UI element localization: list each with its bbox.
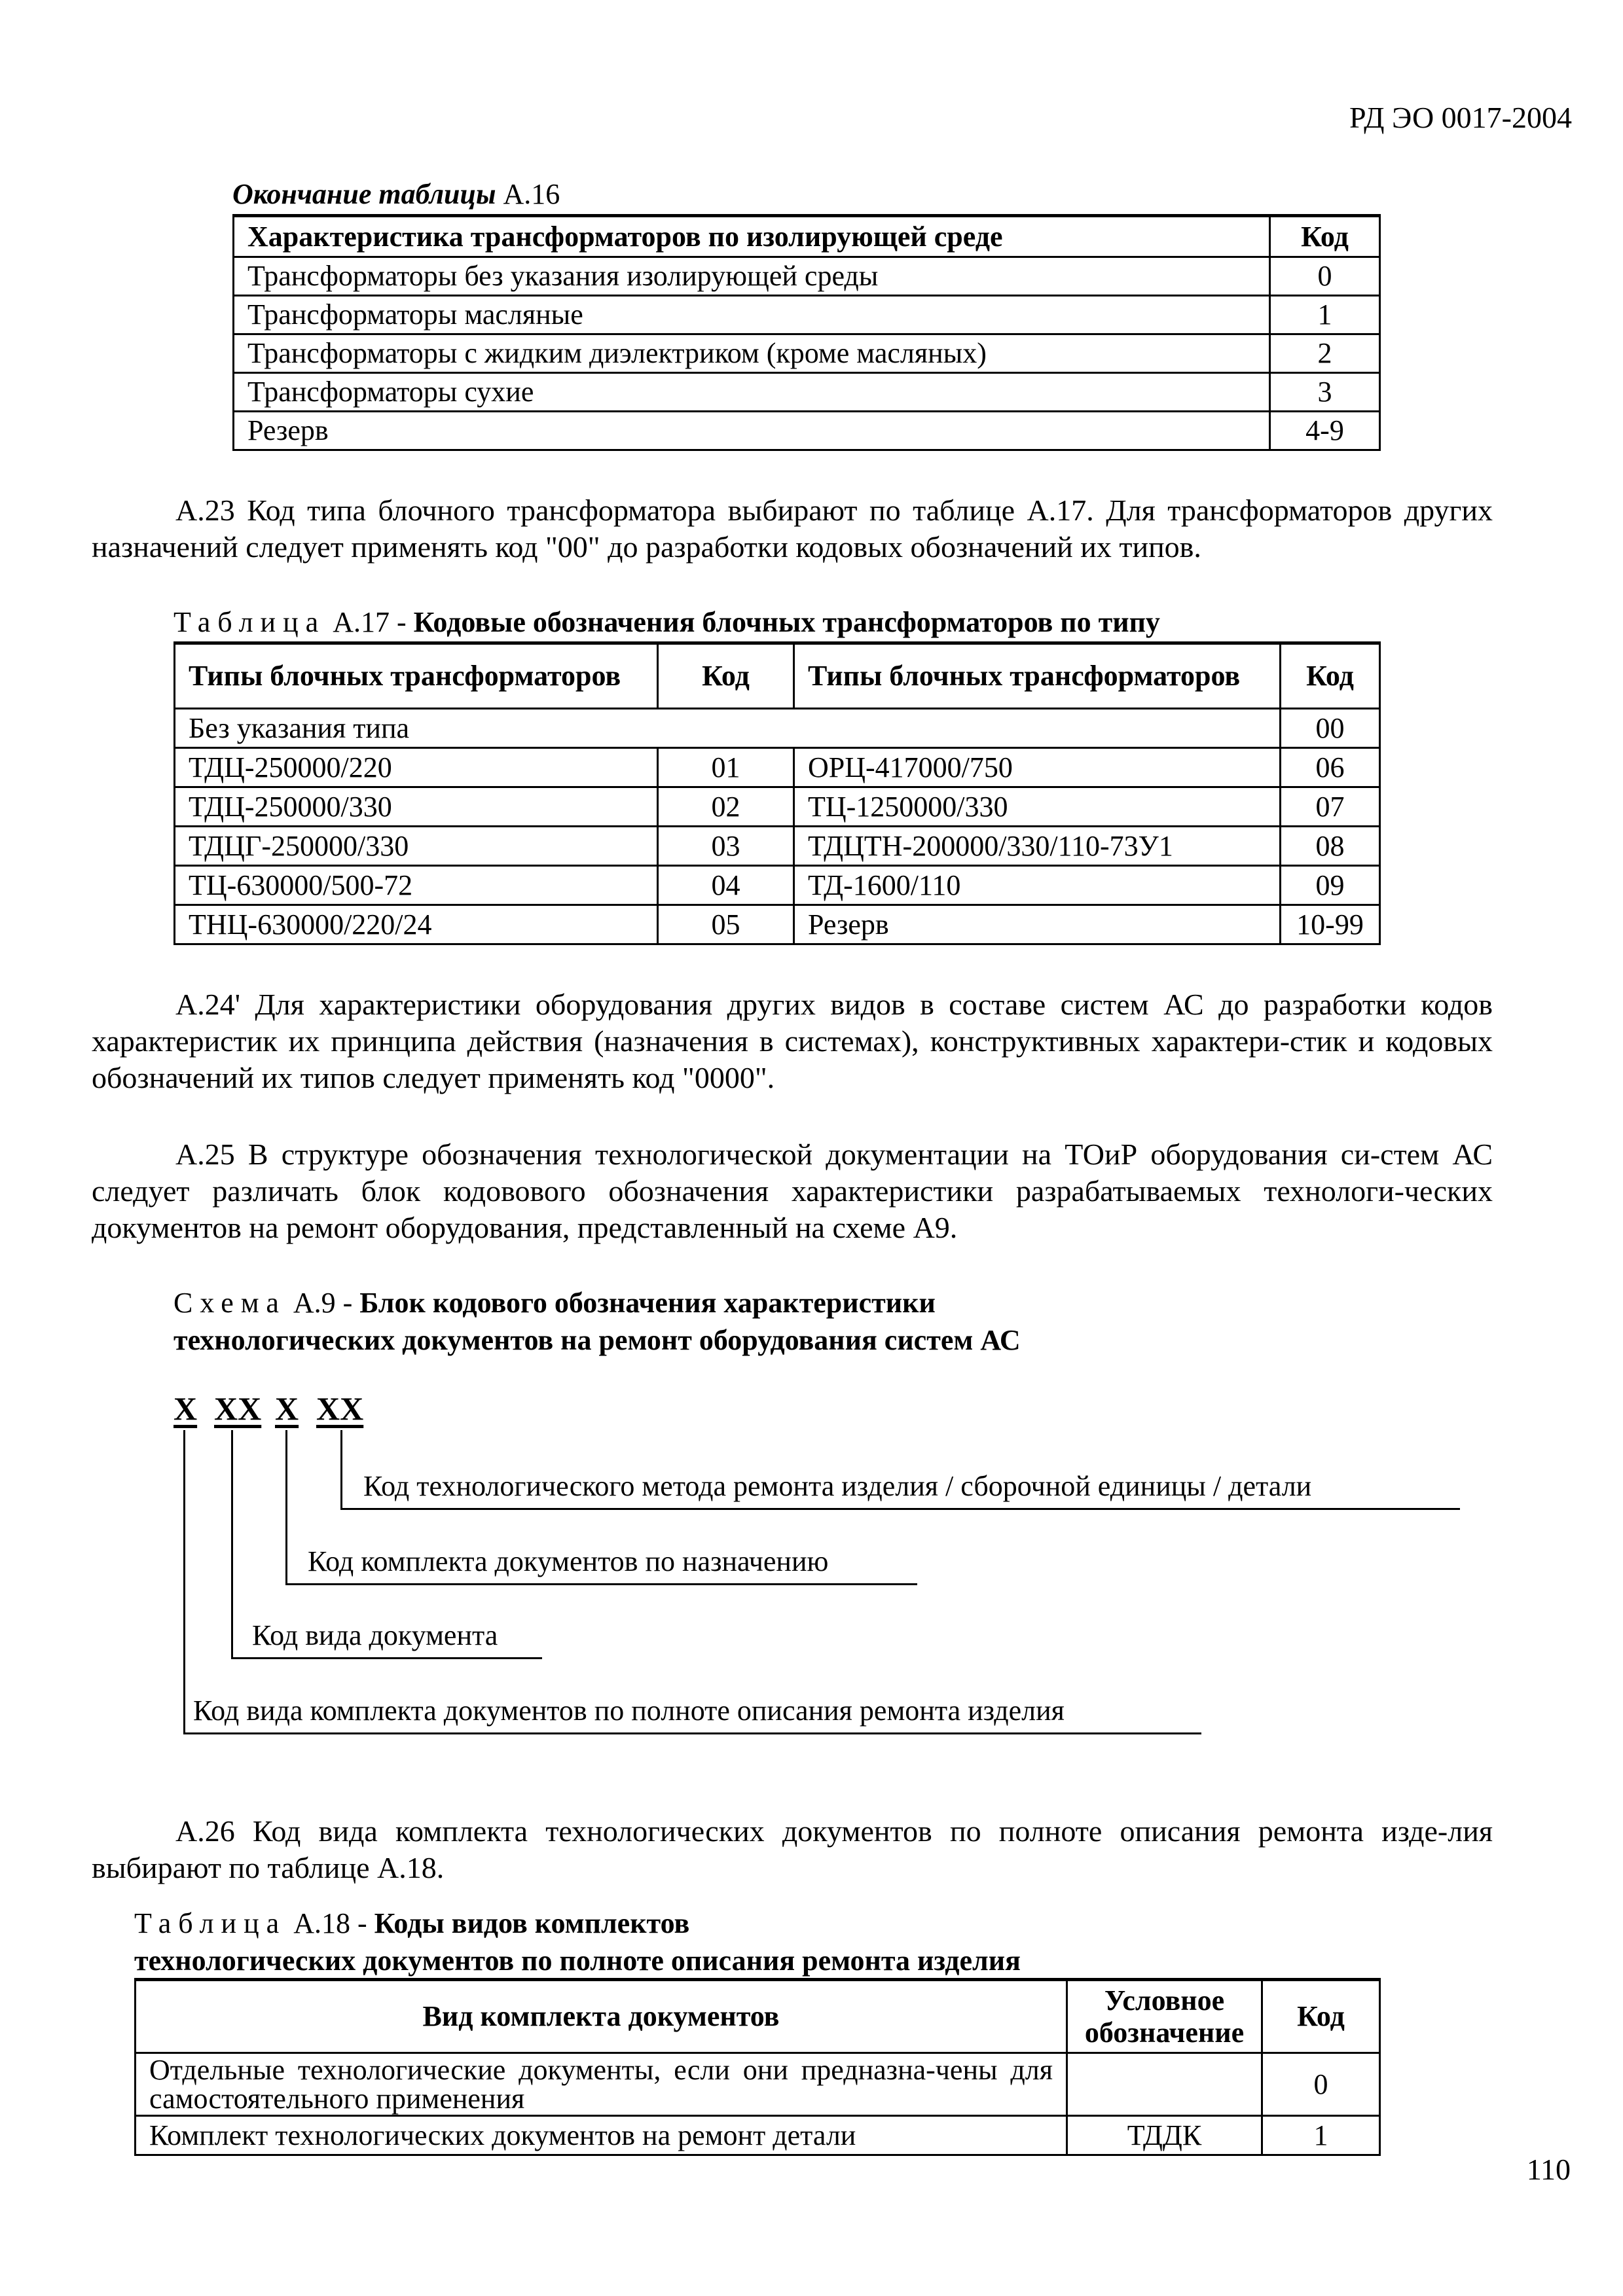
paragraph-a26: А.26 Код вида комплекта технологических документов по полноте описания ремонта изде-лия выбирают по таблице А.18.	[92, 1814, 1493, 1885]
table-cell: 07	[1281, 787, 1380, 827]
table-row	[136, 2116, 1380, 2155]
table-row	[136, 2053, 1380, 2116]
caption-number: А.17 -	[325, 606, 414, 638]
table-cell: ТД-1600/110	[794, 866, 1281, 905]
table-row	[175, 866, 1380, 905]
table-a16	[232, 214, 1381, 451]
table-cell: Трансформаторы масляные	[234, 296, 1270, 334]
code-part-3: X	[275, 1390, 299, 1427]
table-a18	[134, 1978, 1381, 2156]
table-cell: 1	[1262, 2116, 1380, 2155]
caption-title-line2: технологических документов по полноте описания ремонта изделия	[134, 1945, 1021, 1977]
table-cell: 08	[1281, 827, 1380, 866]
table-cell: 03	[658, 827, 794, 866]
caption-italic: Окончание таблицы	[232, 178, 496, 210]
column-header: Код	[1270, 216, 1380, 257]
scheme-a9-caption	[173, 1284, 1021, 1359]
paragraph-a25: А.25 В структуре обозначения технологической документации на ТОиР оборудования си-стем АС следует различать блок кодовового обозначения характеристики разрабатываемых технологи-ческих документов на ремонт оборудования, представленный на схеме А9.	[92, 1138, 1493, 1245]
column-header: Вид комплекта документов	[136, 1980, 1067, 2053]
leader-line-3	[285, 1430, 287, 1585]
table-cell: Трансформаторы без указания изолирующей среды	[234, 257, 1270, 296]
table-cell: 0	[1262, 2053, 1380, 2116]
label-underline	[285, 1583, 917, 1585]
caption-prefix: Таблица	[173, 606, 326, 638]
document-code: РД ЭО 0017-2004	[1349, 101, 1572, 134]
table-cell: 1	[1270, 296, 1380, 334]
table-a17	[173, 641, 1381, 945]
table-cell: Трансформаторы с жидким диэлектриком (кроме масляных)	[234, 334, 1270, 373]
table-cell: 4-9	[1270, 412, 1380, 450]
column-header: Характеристика трансформаторов по изолирующей среде	[234, 216, 1270, 257]
label-underline	[231, 1657, 542, 1659]
column-header: Код	[1281, 643, 1380, 709]
table-cell: ТНЦ-630000/220/24	[175, 905, 658, 944]
table-cell: 02	[658, 787, 794, 827]
code-part-1: X	[173, 1390, 198, 1427]
table-header-row	[175, 643, 1380, 709]
table-row	[175, 787, 1380, 827]
scheme-label-repair-method: Код технологического метода ремонта изделия / сборочной единицы / детали	[363, 1470, 1312, 1502]
table-row	[175, 905, 1380, 944]
caption-number: А.18 -	[286, 1907, 374, 1939]
table-cell: 04	[658, 866, 794, 905]
table-row	[234, 296, 1380, 334]
table-a18-caption	[134, 1905, 1021, 1979]
label-underline	[183, 1732, 1201, 1734]
caption-title: Кодовые обозначения блочных трансформаторов по типу	[413, 606, 1160, 638]
table-cell: ТДЦ-250000/220	[175, 748, 658, 787]
table-cell: Резерв	[794, 905, 1281, 944]
table-cell: 01	[658, 748, 794, 787]
table-cell	[1067, 2053, 1262, 2116]
label-underline	[340, 1508, 1460, 1510]
table-a17-caption	[173, 603, 1160, 641]
table-row	[175, 748, 1380, 787]
column-header: Типы блочных трансформаторов	[175, 643, 658, 709]
caption-number: А.16	[496, 178, 560, 210]
table-row	[234, 373, 1380, 412]
column-header: Условное обозначение	[1067, 1980, 1262, 2053]
table-cell: 05	[658, 905, 794, 944]
code-part-4: XX	[316, 1390, 364, 1427]
table-cell: Отдельные технологические документы, если они предназна-чены для самостоятельного применения	[136, 2053, 1067, 2116]
table-row	[175, 709, 1380, 748]
table-cell: ТЦ-1250000/330	[794, 787, 1281, 827]
page-number: 110	[1526, 2153, 1571, 2186]
table-row	[175, 827, 1380, 866]
table-cell: ТДЦГ-250000/330	[175, 827, 658, 866]
table-cell: 00	[1281, 709, 1380, 748]
table-a16-caption	[232, 175, 560, 213]
table-cell: Трансформаторы сухие	[234, 373, 1270, 412]
paragraph-a23: А.23 Код типа блочного трансформатора выбирают по таблице А.17. Для трансформаторов других назначений следует применять код "00" до разработки кодовых обозначений их типов.	[92, 493, 1493, 564]
table-cell: ТЦ-630000/500-72	[175, 866, 658, 905]
caption-prefix: Таблица	[134, 1907, 287, 1939]
table-cell: Комплект технологических документов на ремонт детали	[136, 2116, 1067, 2155]
table-cell: ОРЦ-417000/750	[794, 748, 1281, 787]
table-cell: 2	[1270, 334, 1380, 373]
leader-line-4	[340, 1430, 342, 1510]
caption-title-line1: Коды видов комплектов	[374, 1907, 690, 1939]
table-header-row	[136, 1980, 1380, 2053]
table-cell: Резерв	[234, 412, 1270, 450]
caption-title-line2: технологических документов на ремонт оборудования систем АС	[173, 1324, 1021, 1357]
table-row	[234, 334, 1380, 373]
caption-prefix: Схема	[173, 1287, 286, 1319]
table-cell: ТДЦ-250000/330	[175, 787, 658, 827]
caption-number: А.9 -	[285, 1287, 360, 1319]
table-cell: ТДЦТН-200000/330/110-73У1	[794, 827, 1281, 866]
table-cell: 3	[1270, 373, 1380, 412]
scheme-label-doc-type: Код вида документа	[252, 1619, 498, 1651]
table-row	[234, 412, 1380, 450]
column-header: Типы блочных трансформаторов	[794, 643, 1281, 709]
table-cell: 0	[1270, 257, 1380, 296]
column-header: Код	[658, 643, 794, 709]
column-header: Код	[1262, 1980, 1380, 2053]
leader-line-1	[183, 1430, 185, 1734]
table-cell: 06	[1281, 748, 1380, 787]
paragraph-a24: А.24' Для характеристики оборудования других видов в составе систем АС до разработки кодов характеристик их принципа действия (назначения в системах), конструктивных характери-стик и кодовых обозначений их типов следует применять код "0000".	[92, 988, 1493, 1095]
table-cell: 09	[1281, 866, 1380, 905]
scheme-label-completeness: Код вида комплекта документов по полноте описания ремонта изделия	[193, 1695, 1065, 1727]
code-part-2: XX	[214, 1390, 262, 1427]
table-cell: Без указания типа	[175, 709, 1281, 748]
table-row	[234, 257, 1380, 296]
scheme-label-purpose: Код комплекта документов по назначению	[308, 1545, 829, 1577]
leader-line-2	[231, 1430, 233, 1659]
table-cell: ТДДК	[1067, 2116, 1262, 2155]
caption-title-line1: Блок кодового обозначения характеристики	[359, 1287, 936, 1319]
table-cell: 10-99	[1281, 905, 1380, 944]
table-header-row	[234, 216, 1380, 257]
